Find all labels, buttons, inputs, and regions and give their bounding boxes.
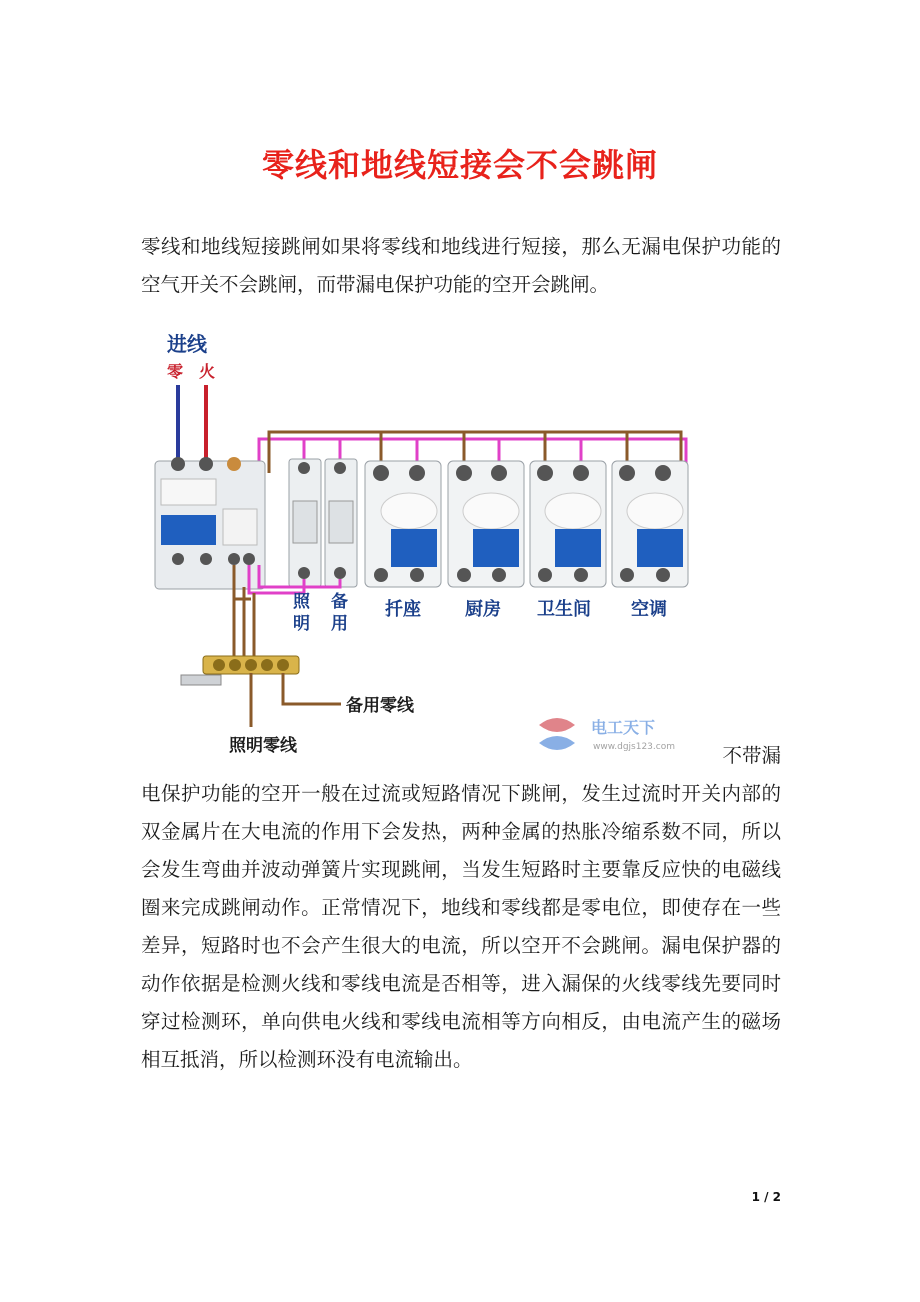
page-number: 1 / 2 <box>751 1190 781 1204</box>
intro-paragraph: 零线和地线短接跳闸如果将零线和地线进行短接，那么无漏电保护功能的空气开关不会跳闸，而带漏电保护功能的空开会跳闸。 <box>141 235 781 296</box>
label-kitchen: 厨房 <box>465 599 501 620</box>
breaker-spare <box>325 459 357 587</box>
incoming-label: 进线 <box>167 332 207 356</box>
spare-neutral-label: 备用零线 <box>346 696 414 716</box>
svg-text:照明: 照明 <box>293 592 310 634</box>
neutral-terminal-bar <box>181 656 299 685</box>
breaker-bathroom <box>530 461 606 587</box>
label-aircon: 空调 <box>631 599 667 620</box>
breaker-lighting <box>289 459 321 587</box>
page-title: 零线和地线短接会不会跳闸 <box>261 146 658 184</box>
neutral-label: 零 <box>167 362 184 381</box>
label-bathroom: 卫生间 <box>537 599 591 620</box>
breaker-wiring-diagram <box>141 323 708 764</box>
watermark-url: www.dgjs123.com <box>593 742 675 752</box>
breaker-kitchen <box>448 461 524 587</box>
label-socket: 扦座 <box>385 599 421 620</box>
svg-text:备用: 备用 <box>331 592 348 634</box>
diagram-svg <box>141 323 708 764</box>
body-text: 电保护功能的空开一般在过流或短路情况下跳闸，发生过流时开关内部的双金属片在大电流的作用下会发热，两种金属的热胀冷缩系数不同，所以会发生弯曲并波动弹簧片实现跳闸，当发生短路时主要靠反应快的电磁线圈来完成跳闸动作。正常情况下，地线和零线都是零电位，即使存在一些差异，短路时也不会产生很大的电流，所以空开不会跳闸。漏电保护器的动作依据是检测火线和零线电流是否相等，进入漏保的火线零线先要同时穿过检测环，单向供电火线和零线电流相等方向相反，由电流产生的磁场相互抵消，所以检测环没有电流输出。 <box>141 782 781 1071</box>
live-label: 火 <box>199 362 216 381</box>
lighting-neutral-label: 照明零线 <box>229 736 297 756</box>
body-lead-text: 不带漏 <box>722 744 781 767</box>
breaker-aircon <box>612 461 688 587</box>
breaker-socket <box>365 461 441 587</box>
body-paragraph <box>141 737 781 1079</box>
watermark-brand: 电工天下 <box>591 718 656 737</box>
